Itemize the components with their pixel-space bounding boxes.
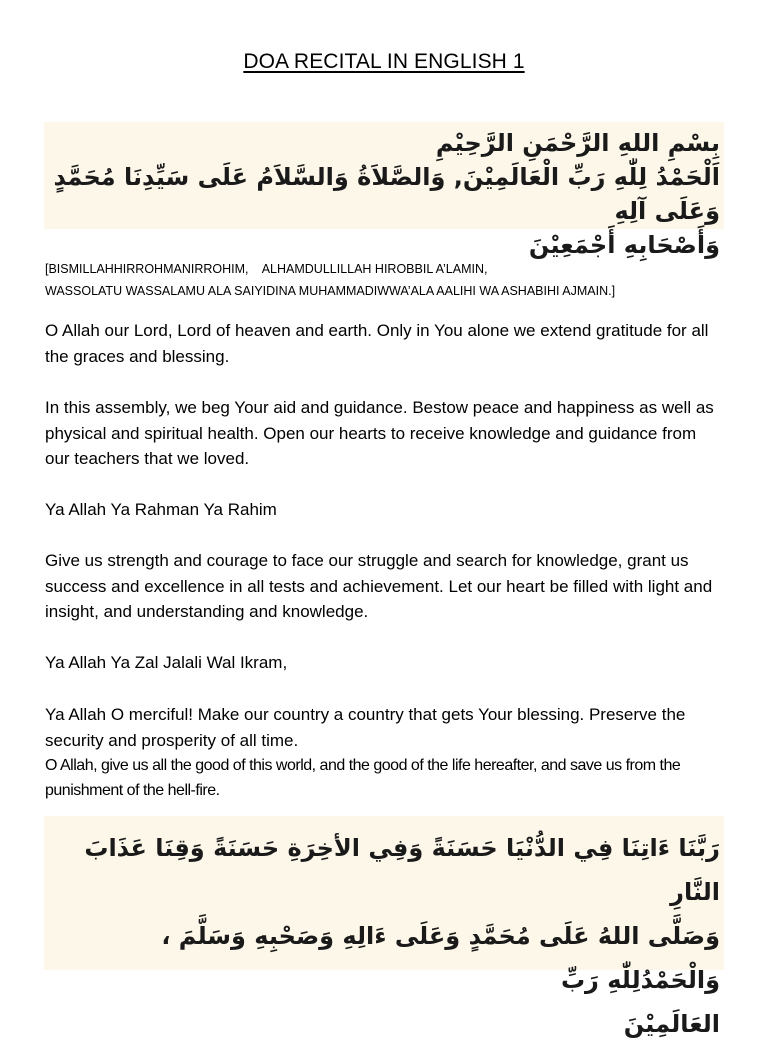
transliteration-block: [45, 258, 735, 302]
paragraph-ya-zal-jalali: Ya Allah Ya Zal Jalali Wal Ikram,: [45, 653, 288, 672]
paragraph-assembly: In this assembly, we beg Your aid and guidance. Bestow peace and happiness as well as physical and spiritual health. Open our hearts to receive knowledge and guidance from our teachers that we loved.: [45, 398, 714, 468]
paragraph-gratitude: O Allah our Lord, Lord of heaven and earth. Only in You alone we extend gratitude for all the graces and blessing.: [45, 321, 709, 366]
document-title: DOA RECITAL IN ENGLISH 1: [243, 50, 525, 73]
arabic-opening-line-1: بِسْمِ اللهِ الرَّحْمَنِ الرَّحِيْمِ: [435, 129, 720, 157]
arabic-opening-block: [44, 122, 724, 259]
paragraph-strength: Give us strength and courage to face our struggle and search for knowledge, grant us success and excellence in all tests and achievement. Let our heart be filled with light and insight, and understanding and knowledge.: [45, 551, 713, 621]
paragraph-good-world: O Allah, give us all the good of this world, and the good of the life hereafter, and save us from the punishment of the hell-fire.: [45, 757, 681, 799]
arabic-opening-line-2: اَلْحَمْدُ لِلّٰهِ رَبِّ الْعَالَمِيْنَ, وَالصَّلاَةُ وَالسَّلاَمُ عَلَى سَيِّدِنَا مُحَمَّدٍ وَعَلَى آلِهِ: [53, 163, 720, 225]
arabic-closing-line-2: وَصَلَّى اللهُ عَلَى مُحَمَّدٍ وَعَلَى ءَالِهِ وَصَحْبِهِ وَسَلَّمَ ، وَالْحَمْدُلِلّٰهِ رَبِّ: [161, 922, 720, 994]
arabic-closing-line-1: رَبَّنَا ءَاتِنَا فِي الدُّنْيَا حَسَنَةً وَفِي الأخِرَةِ حَسَنَةً وَقِنَا عَذَابَ النَّارِ: [84, 834, 720, 906]
arabic-closing-block: [44, 816, 724, 1038]
transliteration-line-1: [BISMILLAHHIRROHMANIRROHIM, ALHAMDULLILLAH HIROBBIL A’LAMIN,: [45, 262, 488, 276]
transliteration-line-2: WASSOLATU WASSALAMU ALA SAIYIDINA MUHAMMADIWWA’ALA AALIHI WA ASHABIHI AJMAIN.]: [45, 284, 616, 298]
arabic-opening-line-3: وَأَصْحَابِهِ أَجْمَعِيْنَ: [528, 231, 720, 259]
arabic-closing-line-3: العَالَمِيْنَ: [623, 1010, 720, 1038]
paragraph-ya-rahman: Ya Allah Ya Rahman Ya Rahim: [45, 500, 277, 519]
paragraph-country: Ya Allah O merciful! Make our country a country that gets Your blessing. Preserve the security and prosperity of all time.: [45, 705, 686, 750]
